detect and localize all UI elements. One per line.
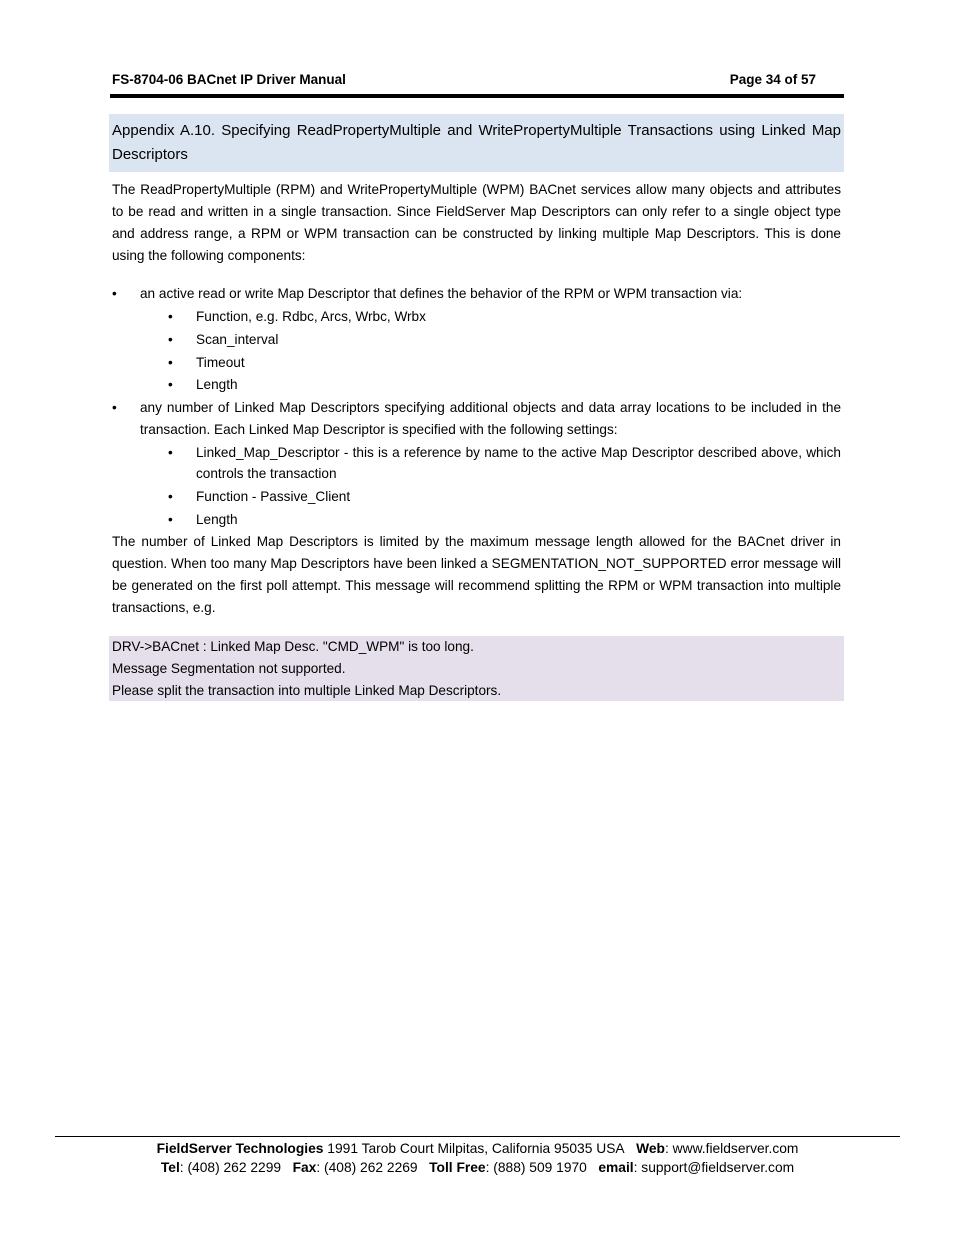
bullet-icon: • bbox=[112, 286, 117, 301]
footer-fax: : (408) 262 2269 bbox=[316, 1160, 418, 1175]
footer-address-line bbox=[55, 1141, 900, 1156]
footer-tel-label: Tel bbox=[160, 1160, 180, 1175]
sub-list-item-text: Function, e.g. Rdbc, Arcs, Wrbc, Wrbx bbox=[196, 309, 426, 324]
footer-tollfree-label: Toll Free bbox=[429, 1160, 486, 1175]
list-item-text: any number of Linked Map Descriptors specifying additional objects and data array locations to be included in the transaction. Each Linked Map Descriptor is specified with the following settings: bbox=[140, 400, 841, 437]
sub-list-item-text: Scan_interval bbox=[196, 332, 279, 347]
footer-email-label: email bbox=[598, 1160, 634, 1175]
message-line: DRV->BACnet : Linked Map Desc. "CMD_WPM" is too long. bbox=[112, 639, 474, 654]
bullet-icon: • bbox=[112, 400, 117, 415]
sub-list-item-text: Linked_Map_Descriptor - this is a reference by name to the active Map Descriptor described above, which controls the transaction bbox=[196, 445, 841, 481]
footer-web: : www.fieldserver.com bbox=[664, 1141, 799, 1156]
footer-company: FieldServer Technologies bbox=[156, 1141, 324, 1156]
bullet-icon: • bbox=[168, 332, 173, 347]
message-line: Message Segmentation not supported. bbox=[112, 661, 346, 676]
bullet-icon: • bbox=[168, 309, 173, 324]
footer-tollfree: : (888) 509 1970 bbox=[485, 1160, 587, 1175]
message-line: Please split the transaction into multiple Linked Map Descriptors. bbox=[112, 683, 502, 698]
sub-list-item-text: Length bbox=[196, 512, 238, 527]
footer-web-label: Web bbox=[636, 1141, 665, 1156]
intro-paragraph: The ReadPropertyMultiple (RPM) and WritePropertyMultiple (WPM) BACnet services allow many objects and attributes to be read and written in a single transaction. Since FieldServer Map Descriptors can only refer to a single object type and address range, a RPM or WPM transaction can be constructed by linking multiple Map Descriptors. This is done using the following components: bbox=[112, 182, 841, 263]
closing-paragraph: The number of Linked Map Descriptors is limited by the maximum message length allowed for the BACnet driver in question. When too many Map Descriptors have been linked a SEGMENTATION_NOT_SUPPORTED error message will be generated on the first poll attempt. This message will recommend splitting the RPM or WPM transaction into multiple transactions, e.g. bbox=[112, 534, 841, 615]
footer-rule bbox=[55, 1136, 900, 1137]
list-item-text: an active read or write Map Descriptor that defines the behavior of the RPM or WPM transaction via: bbox=[140, 286, 743, 301]
bullet-icon: • bbox=[168, 377, 173, 392]
page-number: Page 34 of 57 bbox=[729, 72, 816, 87]
sub-list-item-text: Timeout bbox=[196, 355, 245, 370]
footer-address: 1991 Tarob Court Milpitas, California 95035 USA bbox=[323, 1141, 625, 1156]
error-message-box bbox=[109, 636, 844, 701]
section-heading: Appendix A.10. Specifying ReadPropertyMultiple and WritePropertyMultiple Transactions using Linked Map Descriptors bbox=[109, 114, 844, 172]
bullet-icon: • bbox=[168, 355, 173, 370]
footer-contact-line bbox=[55, 1160, 900, 1175]
bullet-icon: • bbox=[168, 489, 173, 504]
bullet-icon: • bbox=[168, 512, 173, 527]
sub-list-item-text: Function - Passive_Client bbox=[196, 489, 351, 504]
sub-list-item-text: Length bbox=[196, 377, 238, 392]
footer-email: : support@fieldserver.com bbox=[633, 1160, 795, 1175]
document-title: FS-8704-06 BACnet IP Driver Manual bbox=[112, 72, 346, 87]
header-rule bbox=[110, 94, 844, 98]
bullet-icon: • bbox=[168, 445, 173, 460]
footer-fax-label: Fax bbox=[292, 1160, 317, 1175]
page-header bbox=[112, 72, 816, 92]
footer-tel: : (408) 262 2299 bbox=[179, 1160, 282, 1175]
